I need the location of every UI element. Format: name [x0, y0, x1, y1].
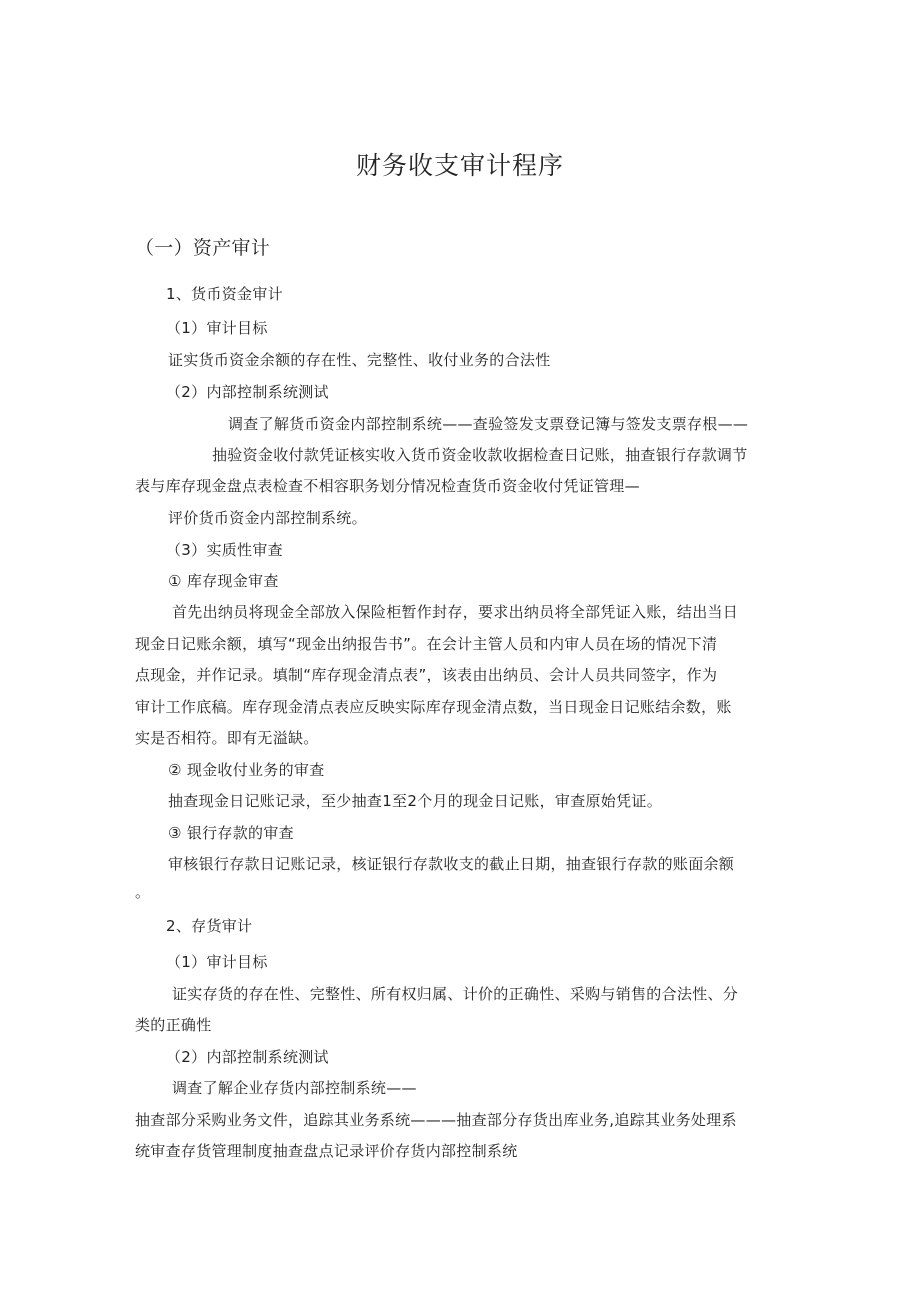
text-line: 实是否相符。即有无溢缺。 [135, 729, 319, 747]
text-line: 现金日记账余额，填写“现金出纳报告书”。在会计主管人员和内审人员在场的情况下清 [135, 635, 718, 653]
section-heading: （一）资产审计 [135, 237, 271, 259]
text-line: 审核银行存款日记账记录，核证银行存款收支的截止日期，抽查银行存款的账面余额 [168, 855, 735, 873]
text-line: ③ 银行存款的审查 [168, 824, 294, 842]
text-line: 调查了解货币资金内部控制系统——查验签发支票登记簿与签发支票存根—— [228, 415, 749, 433]
text-line: 评价货币资金内部控制系统。 [168, 509, 367, 527]
text-line: （1）审计目标 [166, 319, 268, 337]
text-line: 点现金，并作记录。填制“库存现金清点表”，该表由出纳员、会计人员共同签字，作为 [135, 666, 718, 684]
text-line: 抽查部分采购业务文件，追踪其业务系统———抽查部分存货出库业务,追踪其业务处理系 [135, 1111, 737, 1129]
text-line: 调查了解企业存货内部控制系统—— [172, 1079, 417, 1097]
text-line: 类的正确性 [135, 1016, 212, 1034]
text-line: 表与库存现金盘点表检查不相容职务划分情况检查货币资金收付凭证管理— [135, 477, 640, 495]
text-line: 2、存货审计 [166, 917, 253, 935]
document-title: 财务收支审计程序 [355, 151, 564, 180]
text-line: 抽验资金收付款凭证核实收入货币资金收款收据检查日记账，抽查银行存款调节 [212, 446, 748, 464]
text-line: 统审查存货管理制度抽查盘点记录评价存货内部控制系统 [135, 1142, 518, 1160]
text-line: （2）内部控制系统测试 [166, 1048, 329, 1066]
text-line: 审计工作底稿。库存现金清点表应反映实际库存现金清点数，当日现金日记账结余数，账 [135, 698, 732, 716]
text-line: 。 [135, 883, 151, 901]
text-line: （2）内部控制系统测试 [166, 383, 329, 401]
text-line: （3）实质性审查 [166, 541, 283, 559]
text-line: （1）审计目标 [166, 953, 268, 971]
text-line: ① 库存现金审查 [168, 572, 279, 590]
text-line: 1、货币资金审计 [166, 285, 283, 303]
text-line: 证实存货的存在性、完整性、所有权归属、计价的正确性、采购与销售的合法性、分 [172, 985, 739, 1003]
text-line: 首先出纳员将现金全部放入保险柜暂作封存，要求出纳员将全部凭证入账，结出当日 [172, 603, 739, 621]
text-line: 抽查现金日记账记录，至少抽查1至2个月的现金日记账，审查原始凭证。 [168, 792, 662, 810]
text-line: 证实货币资金余额的存在性、完整性、收付业务的合法性 [168, 351, 551, 369]
text-line: ② 现金收付业务的审查 [168, 761, 325, 779]
